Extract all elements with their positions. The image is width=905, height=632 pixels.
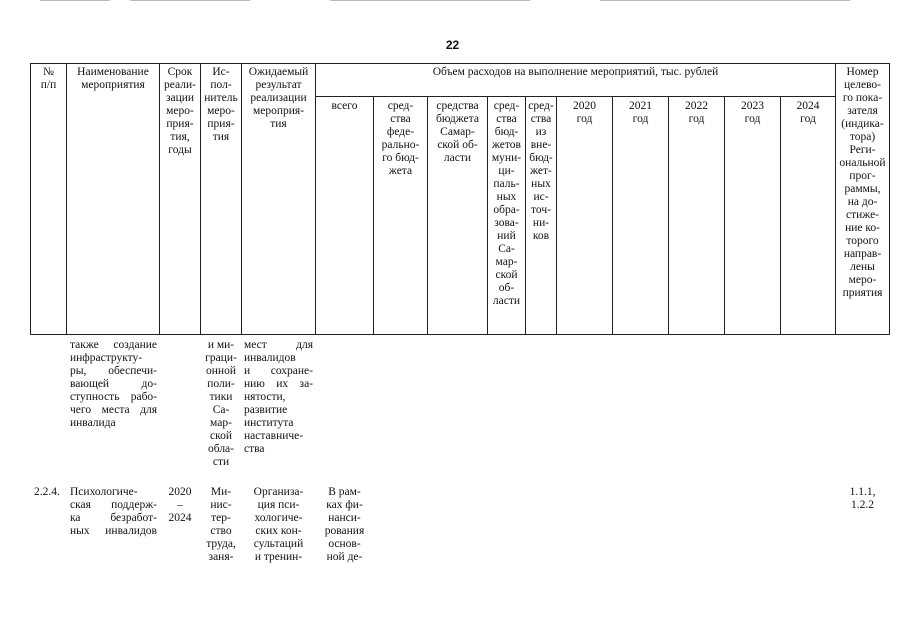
row-term: 2020 – 2024 (168, 486, 192, 524)
table-border (668, 96, 669, 334)
header-year-2022: 2022 год (685, 100, 708, 125)
table-border (66, 63, 67, 334)
table-border (612, 96, 613, 334)
row-number: 2.2.4. (34, 486, 60, 498)
header-indicator: Номер целево- го пока- зателя (индика- тора) Реги- ональной прог- раммы, на до- стиже- ние ко- торого направ- лены меро- приятия (839, 66, 886, 299)
header-year-2021: 2021 год (629, 100, 652, 125)
table-border (30, 334, 890, 335)
page-number: 22 (445, 38, 460, 52)
row-result: Организа- ция пси- хологиче- ских кон- сультаций и тренин- (253, 486, 304, 563)
row-indicator: 1.1.1, 1.2.2 (849, 486, 876, 511)
continuation-name: также создание инфраструкту- ры, обеспечи- вающей до- ступность рабо- чего места для инвалида (70, 339, 157, 429)
row-executor: Ми- нис- тер- ство труда, заня- (206, 486, 236, 563)
scan-artifact (40, 0, 110, 1)
table-border (30, 63, 31, 334)
table-border (556, 96, 557, 334)
header-year-2024: 2024 год (796, 100, 820, 125)
row-name: Психологиче- ская поддерж- ка безработ- ных инвалидов (70, 486, 157, 537)
header-federal-funds: сред- ства феде- рально- го бюд- жета (381, 100, 420, 177)
scan-artifact (600, 0, 850, 1)
table-border (724, 96, 725, 334)
table-border (889, 63, 890, 334)
header-municipal-funds: сред- ства бюд- жетов муни- ци- паль- ных обра- зова- ний Са- мар- ской об- ласти (491, 100, 522, 307)
scan-artifact (130, 0, 250, 1)
header-term: Срок реали- зации меро- прия- тия, годы (164, 66, 196, 156)
table-border (315, 96, 835, 97)
header-expenditure-group: Объем расходов на выполнение мероприятий, тыс. рублей (432, 66, 719, 78)
continuation-executor: и ми- граци- онной поли- тики Са- мар- ской обла- сти (205, 339, 237, 468)
header-extrabudgetary-funds: сред- ства из вне- бюд- жет- ных ис- точ- ни- ков (528, 100, 554, 242)
header-total: всего (331, 100, 358, 112)
header-regional-funds: средства бюджета Самар- ской об- ласти (436, 100, 479, 164)
header-name: Наименование мероприятия (77, 66, 149, 91)
row-total: В рам- ках фи- нанси- рования основ- ной де- (324, 486, 365, 563)
header-year-2020: 2020 год (573, 100, 596, 125)
header-executor: Ис- пол- нитель меро- прия- тия (204, 66, 238, 143)
header-year-2023: 2023 год (741, 100, 764, 125)
continuation-result: мест для инвалидов и сохране- нию их за- нятости, развитие института наставниче- ства (244, 339, 313, 455)
table-border (780, 96, 781, 334)
header-expected-result: Ожидаемый результат реализации мероприя- тия (248, 66, 309, 130)
header-number: № п/п (40, 66, 57, 91)
scan-artifact (330, 0, 530, 1)
